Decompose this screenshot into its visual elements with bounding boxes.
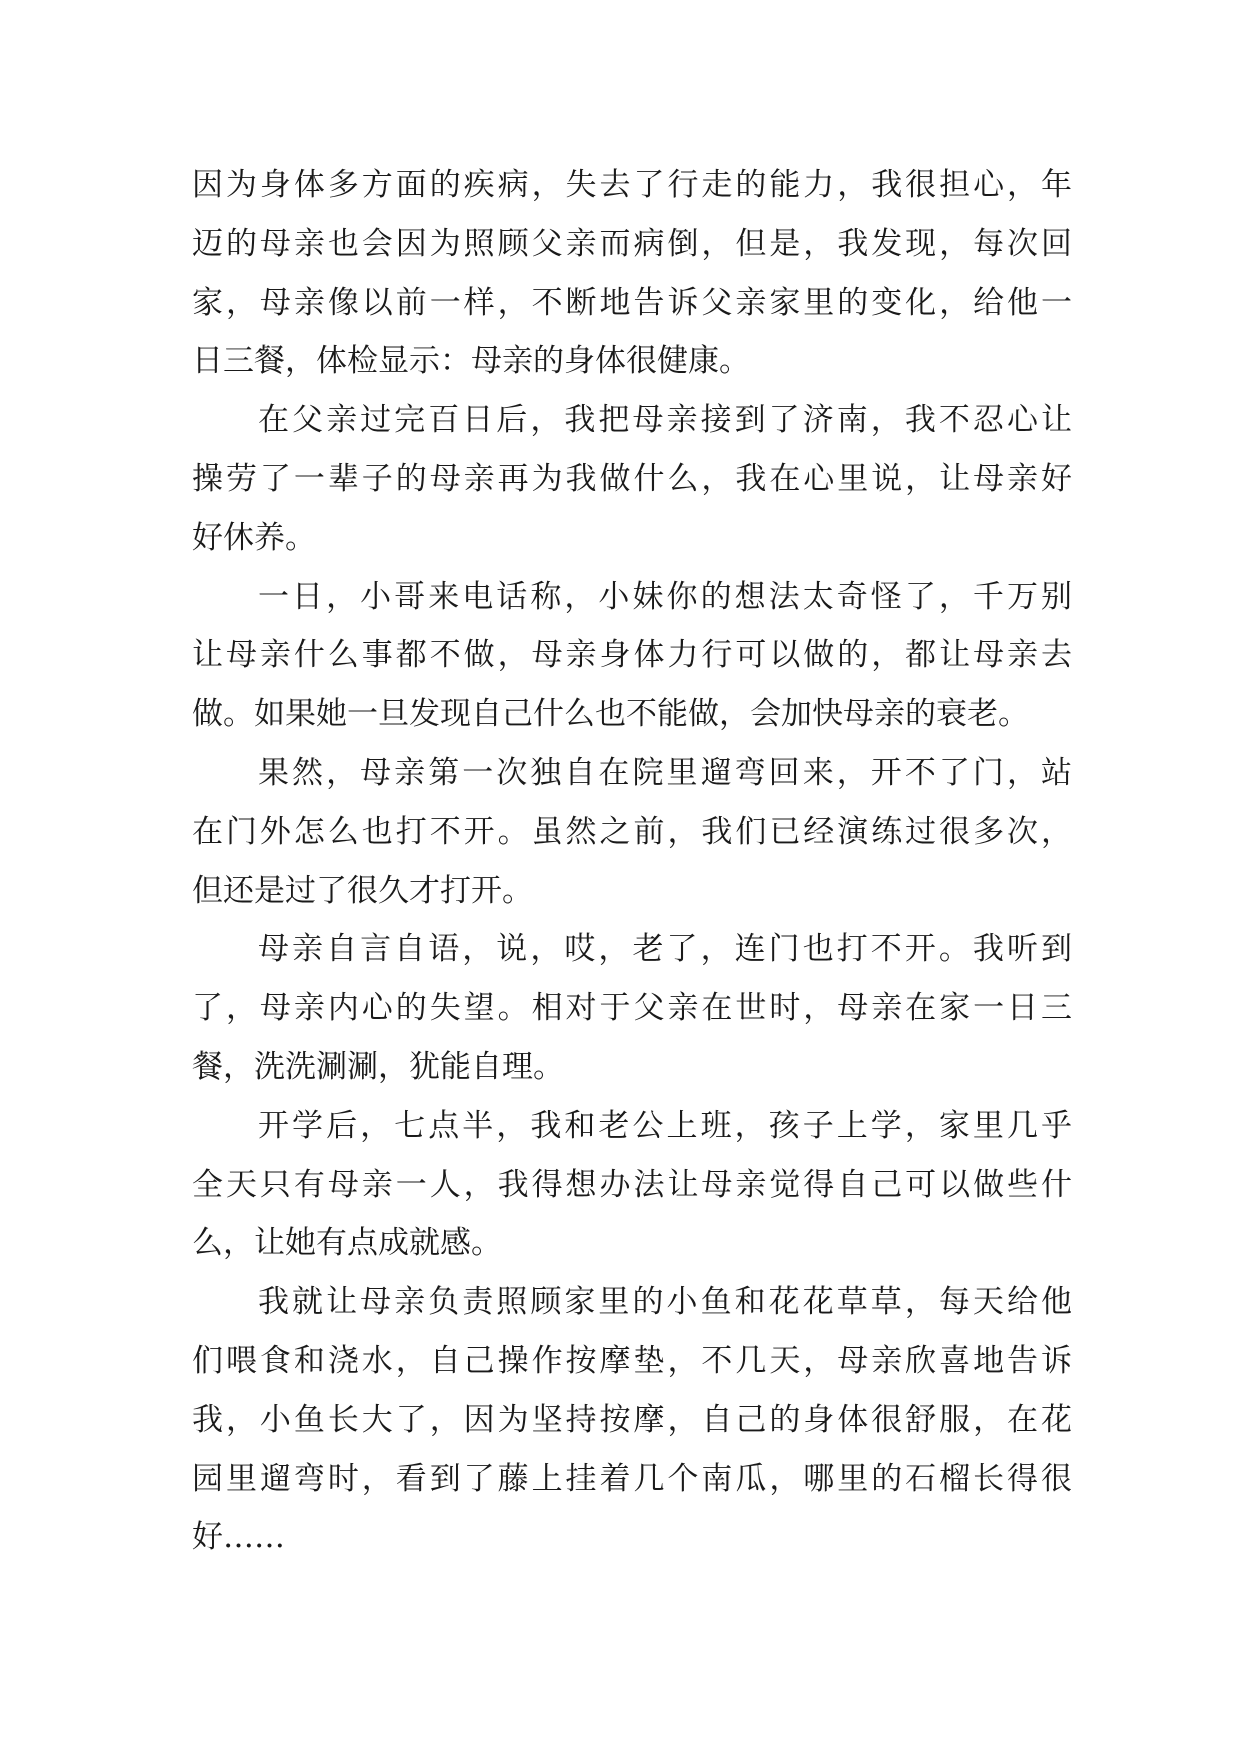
body-text: [192, 156, 1072, 1567]
text-line: 么，让她有点成就感。: [192, 1225, 502, 1262]
text-line: 让母亲什么事都不做，母亲身体力行可以做的，都让母亲去: [192, 637, 1072, 674]
text-line: 我，小鱼长大了，因为坚持按摩，自己的身体很舒服，在花: [192, 1401, 1072, 1438]
text-line: 好……: [192, 1519, 285, 1556]
text-line: 日三餐，体检显示：母亲的身体很健康。: [192, 343, 750, 380]
text-line: 迈的母亲也会因为照顾父亲而病倒，但是，我发现，每次回: [192, 225, 1072, 262]
text-line: 好休养。: [192, 519, 316, 556]
text-line: 开学后，七点半，我和老公上班，孩子上学，家里几乎: [258, 1107, 1072, 1144]
text-line: 园里遛弯时，看到了藤上挂着几个南瓜，哪里的石榴长得很: [192, 1460, 1072, 1497]
text-line: 但还是过了很久才打开。: [192, 872, 533, 909]
paragraph: [192, 391, 1072, 567]
text-line: 全天只有母亲一人，我得想办法让母亲觉得自己可以做些什: [192, 1166, 1072, 1203]
text-line: 因为身体多方面的疾病，失去了行走的能力，我很担心，年: [192, 167, 1072, 203]
text-line: 一日，小哥来电话称，小妹你的想法太奇怪了，千万别: [258, 578, 1072, 615]
paragraph: [192, 744, 1072, 920]
text-line: 家，母亲像以前一样，不断地告诉父亲家里的变化，给他一: [192, 284, 1072, 321]
text-line: 果然，母亲第一次独自在院里遛弯回来，开不了门，站: [258, 754, 1072, 791]
text-line: 母亲自言自语，说，哎，老了，连门也打不开。我听到: [258, 931, 1072, 968]
paragraph: [192, 568, 1072, 744]
text-line: 做。如果她一旦发现自己什么也不能做，会加快母亲的衰老。: [192, 696, 1029, 733]
text-line: 在父亲过完百日后，我把母亲接到了济南，我不忍心让: [258, 402, 1072, 439]
paragraph: [192, 1273, 1072, 1567]
paragraph: [192, 920, 1072, 1096]
text-line: 在门外怎么也打不开。虽然之前，我们已经演练过很多次，: [192, 813, 1072, 850]
text-line: 餐，洗洗涮涮，犹能自理。: [192, 1048, 564, 1085]
paragraph: [192, 1097, 1072, 1273]
text-line: 了，母亲内心的失望。相对于父亲在世时，母亲在家一日三: [192, 990, 1072, 1027]
text-line: 操劳了一辈子的母亲再为我做什么，我在心里说，让母亲好: [192, 460, 1072, 497]
text-line: 我就让母亲负责照顾家里的小鱼和花花草草，每天给他: [258, 1284, 1072, 1321]
text-line: 们喂食和浇水，自己操作按摩垫，不几天，母亲欣喜地告诉: [192, 1342, 1072, 1379]
paragraph: [192, 156, 1072, 391]
